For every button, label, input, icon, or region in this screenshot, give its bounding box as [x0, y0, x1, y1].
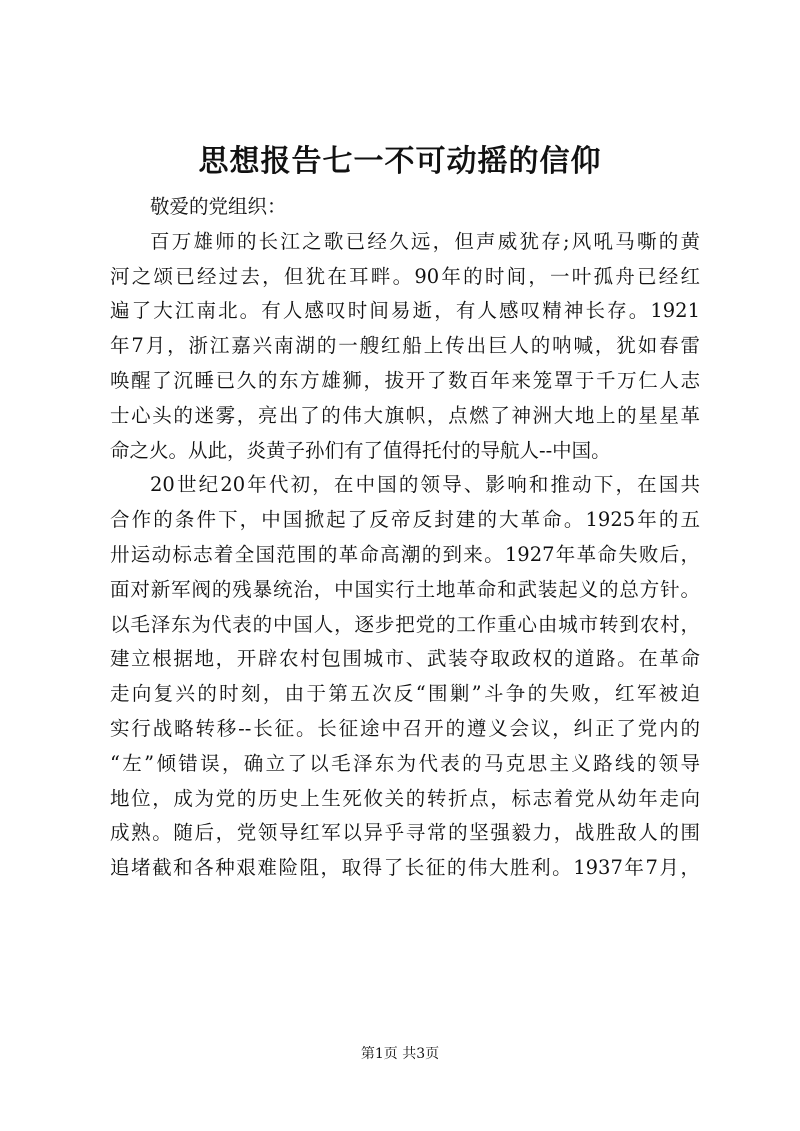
paragraph-line: 年7月，浙江嘉兴南湖的一艘红船上传出巨人的呐喊，犹如春雷 [110, 334, 700, 358]
paragraph-line: “左”倾错误，确立了以毛泽东为代表的马克思主义路线的领导 [110, 751, 700, 775]
paragraph-line: 河之颂已经过去，但犹在耳畔。90年的时间，一叶孤舟已经红 [110, 264, 700, 288]
paragraph-line: 士心头的迷雾，亮出了的伟大旗帜，点燃了神洲大地上的星星革 [110, 403, 700, 427]
paragraph-line: 20世纪20年代初，在中国的领导、影响和推动下，在国共 [150, 473, 700, 497]
document-body [110, 190, 700, 886]
paragraph-line: 地位，成为党的历史上生死攸关的转折点，标志着党从幼年走向 [110, 786, 700, 810]
paragraph-1 [110, 225, 700, 469]
paragraph-line: 追堵截和各种艰难险阻，取得了长征的伟大胜利。1937年7月， [110, 856, 700, 880]
paragraph-line: 命之火。从此，炎黄子孙们有了值得托付的导航人--中国。 [110, 438, 611, 462]
paragraph-line: 建立根据地，开辟农村包围城市、武装夺取政权的道路。在革命 [110, 647, 700, 671]
paragraph-line: 成熟。随后，党领导红军以异乎寻常的坚强毅力，战胜敌人的围 [110, 821, 700, 845]
paragraph-line: 百万雄师的长江之歌已经久远，但声威犹存;风吼马嘶的黄 [150, 229, 700, 253]
paragraph-2 [110, 468, 700, 886]
paragraph-line: 实行战略转移--长征。长征途中召开的遵义会议，纠正了党内的 [110, 716, 700, 740]
paragraph-line: 唤醒了沉睡已久的东方雄狮，拔开了数百年来笼罩于千万仁人志 [110, 368, 700, 392]
paragraph-line: 以毛泽东为代表的中国人，逐步把党的工作重心由城市转到农村， [110, 612, 700, 636]
document-title: 思想报告七一不可动摇的信仰 [198, 144, 602, 179]
paragraph-line: 合作的条件下，中国掀起了反帝反封建的大革命。1925年的五 [110, 508, 700, 532]
paragraph-line: 面对新军阀的残暴统治，中国实行土地革命和武装起义的总方针。 [110, 577, 700, 601]
salutation: 敬爱的党组织： [150, 195, 287, 218]
page-number-footer: 第1页 共3页 [360, 1046, 440, 1062]
paragraph-line: 遍了大江南北。有人感叹时间易逝，有人感叹精神长存。1921 [110, 299, 700, 323]
paragraph-line: 走向复兴的时刻，由于第五次反“围剿”斗争的失败，红军被迫 [110, 682, 700, 706]
paragraph-line: 卅运动标志着全国范围的革命高潮的到来。1927年革命失败后， [110, 542, 700, 566]
